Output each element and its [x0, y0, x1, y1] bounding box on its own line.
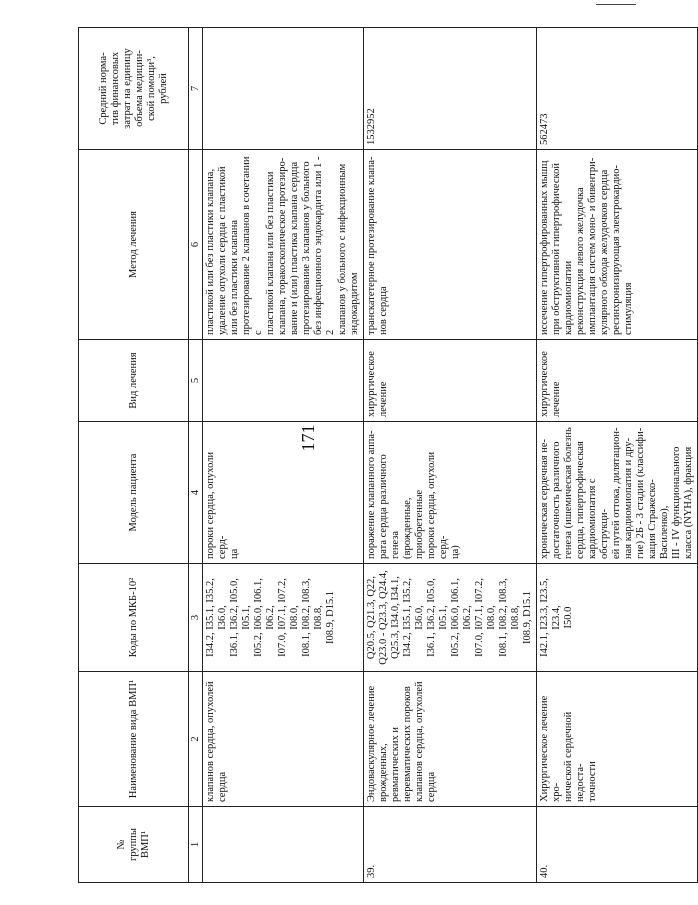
column-number: 5	[189, 340, 203, 422]
cell-cost-standard: 562473	[537, 28, 698, 150]
column-number: 2	[189, 672, 203, 807]
column-number: 7	[189, 28, 203, 150]
vmp-table	[78, 27, 698, 883]
column-number: 6	[189, 150, 203, 340]
column-header-icd-codes: Коды по МКБ-10²	[79, 564, 189, 672]
cell-patient-model: пороки сердца, опухоли серд- ца	[203, 422, 364, 564]
table-row	[364, 28, 537, 883]
cell-treatment-method: пластикой или без пластики клапана, удаление опухоли сердца с пластикой или без пластики клапана протезирование 2 клапанов в сочетании с пластикой клапана или без пластики клапана, торакоскопическое протезиро- вание и (или) пластика клапана сердца протезирование 3 клапанов у больного без инфекционного эндокардита или 1 - 2 клапанов у больного с инфекционным эндокардитом	[203, 150, 364, 340]
table-row	[203, 28, 364, 883]
scan-edge-mark	[596, 4, 636, 5]
column-header-patient-model: Модель пациента	[79, 422, 189, 564]
column-number: 1	[189, 807, 203, 883]
cell-group-number: 39.	[364, 807, 537, 883]
cell-vmp-name: Эндоваскулярное лечение врожденных, ревматических и неревматических пороков клапанов сердца, опухолей сердца	[364, 672, 537, 807]
cell-treatment-method: иссечение гипертрофированных мышц при обструктивной гипертрофической кардиомиопатии реконструкция левого желудочка имплантация систем моно- и бивентри- кулярного обхода желудочков сердца ресинхронизирующая электрокардио- стимуляция	[537, 150, 698, 340]
cell-patient-model: поражение клапанного аппа- рата сердца различного генеза (врожденные, приобретенные пороки сердца, опухоли серд- ца)	[364, 422, 537, 564]
cell-vmp-name: клапанов сердца, опухолей сердца	[203, 672, 364, 807]
cell-treatment-type	[203, 340, 364, 422]
cell-vmp-name: Хирургическое лечение хро- нической сердечной недоста- точности	[537, 672, 698, 807]
cell-treatment-type: хирургическое лечение	[537, 340, 698, 422]
page-number: 171	[298, 424, 318, 452]
cell-icd-codes: I42.1, I23.3, I23.5, I23.4, I50.0	[537, 564, 698, 672]
header-row	[79, 28, 189, 883]
cell-patient-model: хроническая сердечная не- достаточность различного генеза (ишемическая болезнь сердца, гипертрофическая кардиомиопатия с обструкци- ей путей оттока, дилятацион- ная кардиомиопатия и дру- гие) 2Б - 3 стадии (классифи- кация Стражеско-Василенко), III - IV функционального класса (NYHA), фракция	[537, 422, 698, 564]
column-number: 4	[189, 422, 203, 564]
cell-group-number: 40.	[537, 807, 698, 883]
column-number: 3	[189, 564, 203, 672]
column-header-treatment-method: Метод лечения	[79, 150, 189, 340]
cell-cost-standard	[203, 28, 364, 150]
cell-treatment-type: хирургическое лечение	[364, 340, 537, 422]
column-header-cost-standard: Средний норма- тив финансовых затрат на единицу объема медицин- ской помощи³, рублей	[79, 28, 189, 150]
table-row	[537, 28, 698, 883]
cell-icd-codes: I34.2, I35.1, I35.2, I36.0, I36.1, I36.2, I05.0, I05.1, I05.2, I06.0, I06.1, I06.2, I07.0, I07.1, I07.2, I08.0, I08.1, I08.2, I08.3, I08.8, I08.9, D15.1	[203, 564, 364, 672]
cell-treatment-method: транскатетерное протезирование клапа- нов сердца	[364, 150, 537, 340]
cell-icd-codes: Q20.5, Q21.3, Q22, Q23.0 - Q23.3, Q24.4, Q25.3, I34.0, I34.1, I34.2, I35.1, I35.2, I36.0, I36.1, I36.2, I05.0, I05.1, I05.2, I06.0, I06.1, I06.2, I07.0, I07.1, I07.2, I08.0, I08.1, I08.2, I08.3, I08.8, I08.9, D15.1	[364, 564, 537, 672]
column-header-vmp-name: Наименование вида ВМП¹	[79, 672, 189, 807]
column-header-treatment-type: Вид лечения	[79, 340, 189, 422]
column-header-group-number: № группы ВМП¹	[79, 807, 189, 883]
cell-group-number	[203, 807, 364, 883]
column-number-row	[189, 28, 203, 883]
rotated-page-content	[78, 28, 694, 883]
cell-cost-standard: 1532952	[364, 28, 537, 150]
